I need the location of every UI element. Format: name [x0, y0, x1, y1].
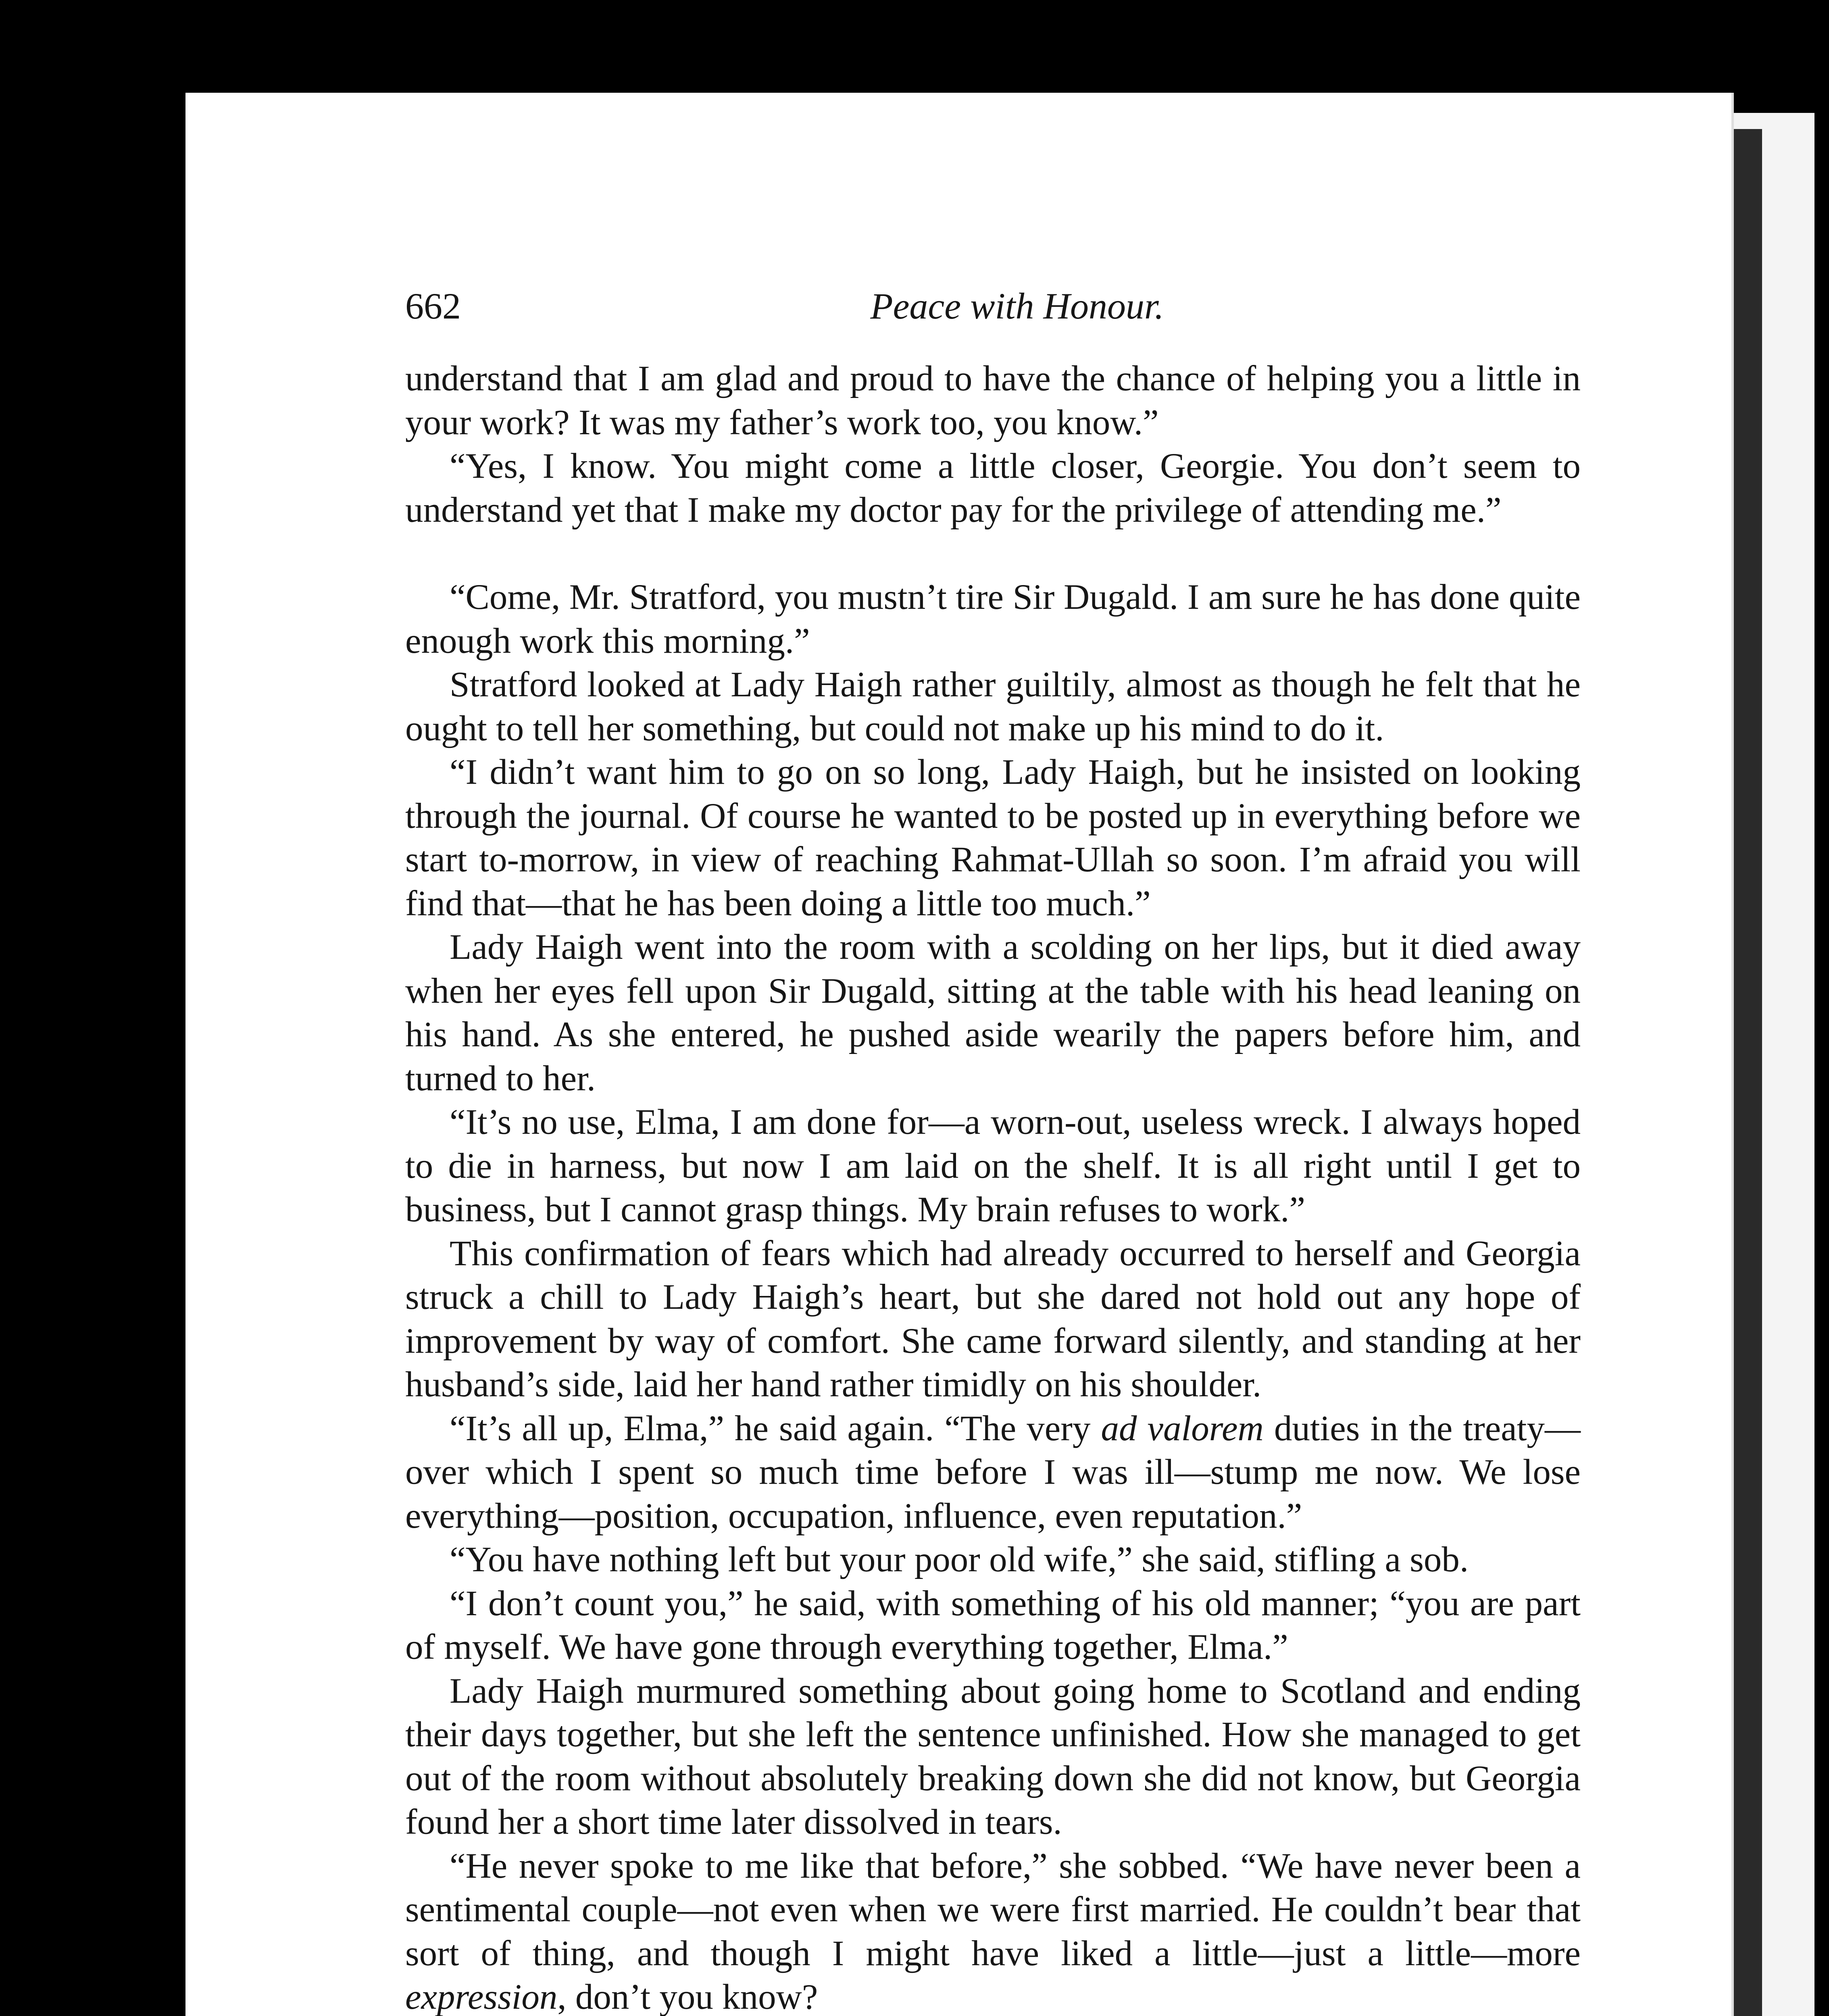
- paragraph-9-before: “It’s all up, Elma,” he said again. “The very: [450, 1408, 1101, 1448]
- paragraph-13-after: , don’t you know?: [557, 1977, 818, 2016]
- running-title: Peace with Honour.: [870, 285, 1164, 327]
- paragraph-11: “I don’t count you,” he said, with something of his old manner; “you are part of myself. We have gone through everything together, Elma.”: [405, 1583, 1581, 1667]
- paragraph-9-after: duties in the treaty—over which I spent so much time before I was ill—stump me now. We lose everything—position, occupation, influence, even reputation.”: [405, 1408, 1581, 1536]
- paragraph-2: “Yes, I know. You might come a little closer, Georgie. You don’t seem to understand yet that I make my doctor pay for the privilege of attending me.”: [405, 446, 1581, 530]
- paragraph-6: Lady Haigh went into the room with a scolding on her lips, but it died away when her eyes fell upon Sir Dugald, sitting at the table with his head leaning on his hand. As she entered, he pushed aside wearily the papers before him, and turned to her.: [405, 927, 1581, 1098]
- paragraph-10: “You have nothing left but your poor old wife,” she said, stifling a sob.: [450, 1540, 1469, 1579]
- page-number: 662: [405, 285, 461, 327]
- paragraph-8: This confirmation of fears which had already occurred to herself and Georgia struck a chill to Lady Haigh’s heart, but she dared not hold out any hope of improvement by way of comfort. She came forward silently, and standing at her husband’s side, laid her hand rather timidly on his shoulder.: [405, 1233, 1581, 1404]
- paragraph-9: [405, 1407, 1581, 1538]
- paragraph-3: “Come, Mr. Stratford, you mustn’t tire Sir Dugald. I am sure he has done quite enough work this morning.”: [405, 577, 1581, 661]
- paragraph-13-italic: expression: [405, 1977, 558, 2016]
- paragraph-13-before: “He never spoke to me like that before,” she sobbed. “We have never been a sentimental couple—not even when we were first married. He couldn’t bear that sort of thing, and though I might have liked a little—just a little—more: [405, 1846, 1581, 1973]
- paragraph-9-italic: ad valorem: [1101, 1408, 1264, 1448]
- paragraph-13: [405, 1844, 1581, 2016]
- paragraph-1: understand that I am glad and proud to have the chance of helping you a little in your work? It was my father’s work too, you know.”: [405, 359, 1581, 442]
- page-text: [405, 284, 1581, 2016]
- page-gutter-shadow: [1734, 129, 1762, 2016]
- paragraph-4: Stratford looked at Lady Haigh rather guiltily, almost as though he felt that he ought to tell her something, but could not make up his mind to do it.: [405, 665, 1581, 748]
- paragraph-12: Lady Haigh murmured something about going home to Scotland and ending their days together, but she left the sentence unfinished. How she managed to get out of the room without absolutely breaking down she did not know, but Georgia found her a short time later dissolved in tears.: [405, 1671, 1581, 1842]
- paragraph-7: “It’s no use, Elma, I am done for—a worn-out, useless wreck. I always hoped to die in harness, but now I am laid on the shelf. It is all right until I get to business, but I cannot grasp things. My brain refuses to work.”: [405, 1102, 1581, 1229]
- running-head: [405, 284, 1581, 357]
- paragraph-5: “I didn’t want him to go on so long, Lady Haigh, but he insisted on looking through the journal. Of course he wanted to be posted up in everything before we start to-morrow, in view of reaching Rahmat-Ullah so soon. I’m afraid you will find that—that he has been doing a little too much.”: [405, 752, 1581, 923]
